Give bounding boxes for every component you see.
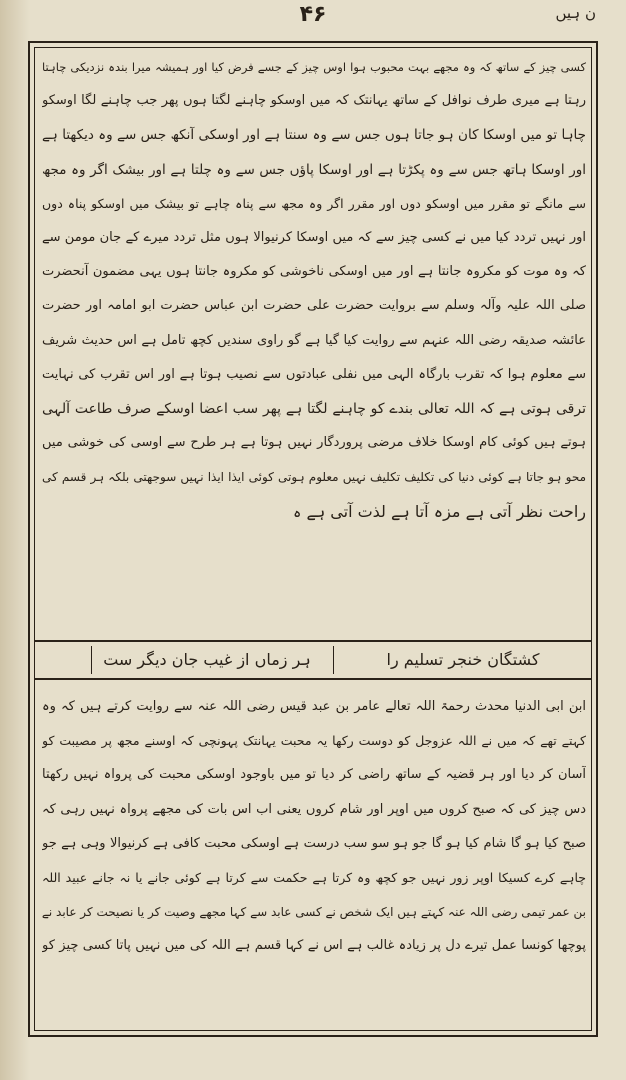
text-line: آسان کر دیا اور ہر قضیہ کے ساتھ راضی کر دیا تو میں باوجود اوسکی محبت کی پرواہ نہیں رکھتا: [42, 767, 586, 783]
passage-2: [42, 690, 586, 1025]
running-head: ن ہیں: [555, 4, 596, 22]
verse-divider: [333, 646, 334, 674]
text-line: پوچھا کونسا عمل تیرے دل پر زیادہ غالب ہے اس نے کہا قسم ہے اللہ کی میں نہیں پاتا کسی چیز کو: [42, 938, 586, 954]
text-line: ترقی ہوتی ہے کہ اللہ تعالی بندے کو چاہنے لگتا ہے پھر سب اعضا اوسکے صرف طاعت آلہی: [42, 401, 586, 418]
verse-left-hemistich: ہر زماں از غیب جان دیگر ست: [103, 650, 311, 669]
text-line: کہتے تھے کہ میں نے اللہ عزوجل کو دوست رکھا یہ محبت یہانتک پہونچی کہ اوسنے مجھ پر مصیبت کو: [42, 733, 586, 749]
text-line: رہتا ہے میری طرف نوافل کے ساتھ یہانتک کہ میں اوسکو چاہنے لگتا ہوں پھر جب چاہنے لگا اوسکو: [42, 93, 586, 109]
text-line: اور اوسکا ہاتھ جس سے وہ پکڑتا ہے اور اوسکا پاؤں جس سے وہ چلتا ہے اور بیشک اگر وہ مجھ: [42, 161, 586, 178]
final-line-text: راحت نظر آتی ہے مزہ آتا ہے لذت آتی ہے: [306, 501, 586, 521]
text-line: محو ہو جاتا ہے کوئی دنیا کی تکلیف تکلیف نہیں معلوم ہوتی کوئی ایذا ایذا نہیں سوجھتی بلکہ ہر قسم کی: [42, 470, 586, 485]
text-line: اور نہیں تردد کیا میں نے کسی چیز سے کہ میں اوسکا کرنیوالا ہوں مثل تردد میرے کے جان مومن سے: [42, 230, 586, 246]
passage-1: [42, 50, 586, 630]
text-line: سے مانگے تو مقرر میں اوسکو دوں اور مقرر اگر وہ مجھ سے پناہ چاہے تو بیشک میں اوسکو پناہ دوں: [42, 195, 586, 211]
text-line: صلی اللہ علیہ وآلہ وسلم سے بروایت حضرت علی حضرت ابن عباس حضرت ابو امامہ اور حضرت: [42, 298, 586, 314]
page-edge-shadow: [0, 0, 30, 1080]
verse-right-hemistich: کشتگان خنجر تسلیم را: [386, 650, 540, 669]
text-line: صبح کیا ہو گا شام کیا ہو گا جو ہو سو سب درست ہے اوسکی محبت کافی ہے کرنیوالا وہی ہے جو: [42, 835, 586, 851]
text-line: بن عمر تیمی رضی اللہ عنہ کہتے ہیں ایک شخص نے کسی عابد سے کہا مجھے وصیت کر یا نصیحت کر عابد نے: [42, 905, 586, 920]
end-mark: ہ: [293, 504, 302, 521]
verse-couplet: [34, 640, 592, 680]
text-line: دس چیز کی کہ صبح کروں میں اوپر اور شام کروں یعنی اب اس بات کی مجھے پرواہ نہیں رہی کہ: [42, 801, 586, 817]
verse-divider: [91, 646, 92, 674]
text-line: کسی چیز کے ساتھ کہ وہ مجھے بہت محبوب ہوا اوس چیز کے جسے فرض کیا اور ہمیشہ میرا بندہ نزدیکی چاہتا: [42, 60, 586, 74]
text-line: کہ وہ موت کو مکروہ جانتا ہے اور میں اوسکی ناخوشی کو مکروہ جانتا ہوں یہی مضمون آنحضرت: [42, 264, 586, 280]
text-line: ابن ابی الدنیا محدث رحمۃ اللہ تعالے عامر بن عبد قیس رضی اللہ عنہ سے روایت کرتے ہیں کہ وہ: [42, 699, 586, 714]
page-number: ۴۶: [299, 2, 327, 27]
text-line: ہوتے ہیں کوئی کام اوسکا خلاف مرضی پروردگار نہیں ہوتا ہے ہر طرح سے اوسی کی خوشی میں: [42, 435, 586, 451]
text-line: چاہا تو میں اوسکا کان ہو جاتا ہوں جس سے وہ سنتا ہے اور اوسکی آنکھ جس سے وہ دیکھتا ہے: [42, 127, 586, 144]
text-line: چاہے کرے کسیکا اوپر زور نہیں جو کچھ وہ کرتا ہے حکمت سے کرتا ہے کوئی جانے یا نہ جانے عبید اللہ: [42, 870, 586, 886]
text-line-final: [42, 495, 586, 530]
text-line: سے معلوم ہوا کہ تقرب بارگاہ الہی میں نفلی عبادتوں سے نصیب ہوتا ہے اور اس تقرب کی نہایت: [42, 366, 586, 382]
text-line: عائشہ صدیقہ رضی اللہ عنہم سے روایت کیا گیا ہے گو راوی سندیں کچھ تامل ہے اس حدیث شریف: [42, 332, 586, 348]
